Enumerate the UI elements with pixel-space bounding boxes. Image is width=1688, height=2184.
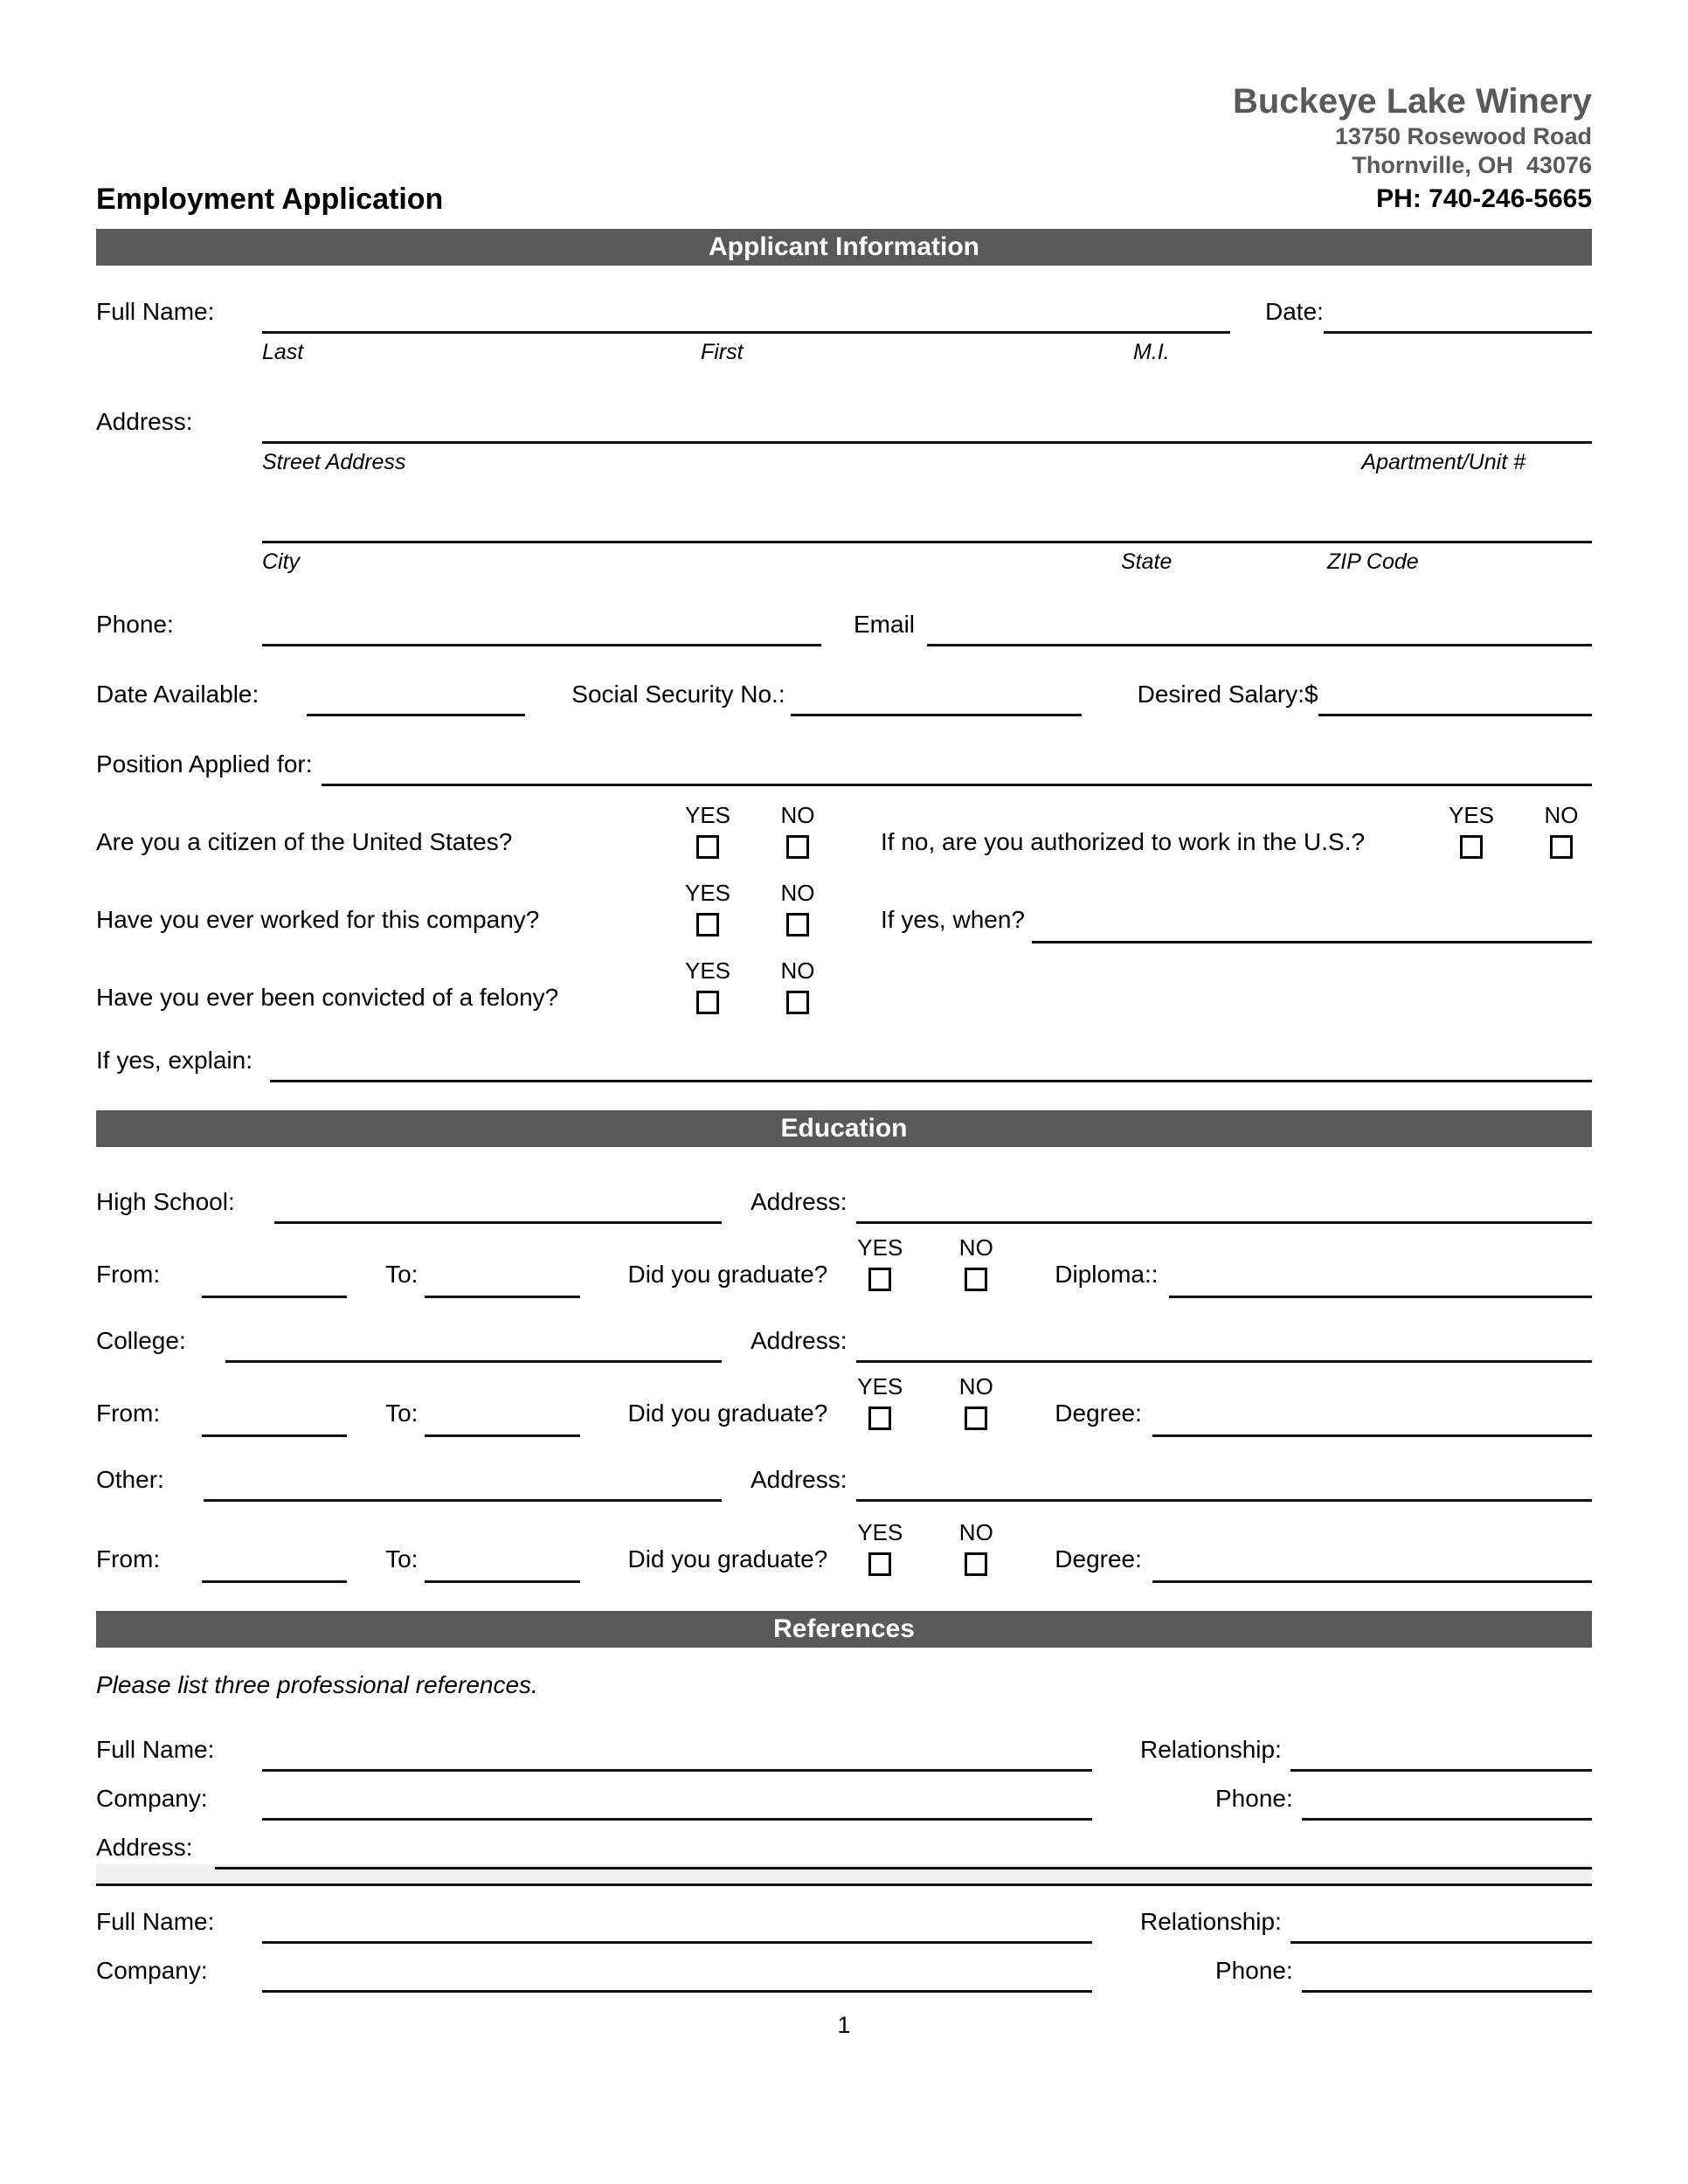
company-name: Buckeye Lake Winery: [1233, 82, 1592, 121]
position-label: Position Applied for:: [96, 750, 313, 778]
authorized-yes-column: [1441, 802, 1502, 859]
if-yes-when-label: If yes, when?: [881, 906, 1025, 933]
full-name-label: Full Name:: [96, 1908, 215, 1935]
ref1-relationship-line[interactable]: [1290, 1745, 1592, 1772]
hs-graduate-no-checkbox[interactable]: [965, 1268, 987, 1291]
relationship-label: Relationship:: [1140, 1908, 1282, 1935]
address-row: [96, 407, 1592, 437]
other-dates-row: [96, 1519, 1592, 1576]
ref2-company-line[interactable]: [262, 1966, 1092, 1993]
full-name-line[interactable]: [262, 308, 1230, 334]
city-sublabel: City: [262, 549, 301, 574]
worked-when-line[interactable]: [1032, 917, 1592, 943]
company-address-line2: Thornville, OH 43076: [1352, 152, 1592, 178]
worked-before-yes-column: [677, 880, 738, 936]
section-banner-references: References: [96, 1611, 1592, 1648]
name-sublabels-row: [96, 339, 1592, 365]
date-line[interactable]: [1324, 308, 1592, 334]
ssn-label: Social Security No.:: [571, 681, 785, 708]
page-number: 1: [837, 2012, 851, 2038]
phone-label: Phone:: [1215, 1785, 1293, 1812]
other-from-line[interactable]: [202, 1557, 347, 1583]
authorized-yes-checkbox[interactable]: [1460, 835, 1483, 859]
college-degree-line[interactable]: [1152, 1411, 1592, 1437]
felony-question-row: [96, 957, 1592, 1014]
company-label: Company:: [96, 1957, 208, 1984]
citizen-yes-column: [677, 802, 738, 859]
high-school-address-line[interactable]: [856, 1198, 1593, 1224]
other-graduate-no-checkbox[interactable]: [965, 1552, 987, 1576]
hs-diploma-line[interactable]: [1169, 1272, 1592, 1298]
citizen-question-row: [96, 802, 1592, 859]
section-banner-education: Education: [96, 1110, 1592, 1147]
hs-graduate-yes-column: [849, 1234, 910, 1291]
worked-before-question-row: [96, 880, 1592, 936]
to-label: To:: [385, 1261, 419, 1288]
no-header: NO: [958, 1373, 993, 1400]
reference2-name-row: [96, 1907, 1592, 1937]
form-title: Employment Application: [96, 183, 444, 216]
desired-salary-line[interactable]: [1318, 690, 1592, 716]
worked-before-no-column: [767, 880, 828, 936]
college-graduate-yes-column: [849, 1373, 910, 1430]
college-from-line[interactable]: [202, 1411, 347, 1437]
authorized-no-column: [1531, 802, 1592, 859]
street-address-sublabel: Street Address: [262, 450, 406, 474]
zip-code-sublabel: ZIP Code: [1327, 549, 1419, 574]
no-header: NO: [780, 880, 815, 906]
yes-header: YES: [857, 1234, 903, 1261]
yes-header: YES: [684, 880, 731, 906]
did-you-graduate-label: Did you graduate?: [627, 1261, 828, 1288]
from-label: From:: [96, 1400, 161, 1427]
state-sublabel: State: [1121, 549, 1173, 574]
city-sublabels-row: [96, 549, 1592, 575]
desired-salary-label: Desired Salary:$: [1137, 681, 1318, 708]
hs-graduate-no-column: [945, 1234, 1007, 1291]
diploma-label: Diploma::: [1055, 1261, 1159, 1288]
page-header: [96, 80, 1592, 217]
worked-before-question-label: Have you ever worked for this company?: [96, 906, 540, 933]
ref2-phone-line[interactable]: [1302, 1966, 1592, 1993]
references-note: Please list three professional references.: [96, 1671, 538, 1698]
ref1-name-line[interactable]: [262, 1745, 1092, 1772]
citizen-no-checkbox[interactable]: [786, 835, 809, 859]
other-degree-line[interactable]: [1152, 1557, 1592, 1583]
worked-before-yes-checkbox[interactable]: [696, 913, 719, 936]
position-line[interactable]: [322, 760, 1593, 786]
hs-from-line[interactable]: [202, 1272, 347, 1298]
felony-yes-checkbox[interactable]: [696, 991, 719, 1014]
if-yes-explain-label: If yes, explain:: [96, 1047, 253, 1074]
ref1-address-line1[interactable]: [215, 1843, 1593, 1870]
address-label: Address:: [96, 1834, 193, 1861]
date-available-label: Date Available:: [96, 681, 259, 708]
college-graduate-no-checkbox[interactable]: [965, 1406, 987, 1430]
no-header: NO: [958, 1519, 993, 1545]
college-address-label: Address:: [751, 1327, 847, 1354]
reference1-name-row: [96, 1735, 1592, 1765]
college-name-line[interactable]: [225, 1337, 722, 1363]
felony-no-checkbox[interactable]: [786, 991, 809, 1014]
no-header: NO: [780, 957, 815, 984]
other-name-line[interactable]: [204, 1476, 722, 1502]
ref2-relationship-line[interactable]: [1290, 1918, 1592, 1944]
email-label: Email: [854, 611, 916, 638]
citizen-question-label: Are you a citizen of the United States?: [96, 828, 513, 855]
no-header: NO: [1544, 802, 1579, 828]
from-label: From:: [96, 1261, 161, 1288]
other-name-group: [96, 1465, 722, 1495]
yes-header: YES: [857, 1373, 903, 1400]
high-school-name-group: [96, 1187, 722, 1217]
full-name-label: Full Name:: [96, 298, 215, 325]
authorized-question-label: If no, are you authorized to work in the U.S.?: [881, 828, 1366, 855]
ssn-line[interactable]: [791, 690, 1082, 716]
felony-question-label: Have you ever been convicted of a felony?: [96, 984, 559, 1011]
last-sublabel: Last: [262, 340, 304, 364]
city-state-zip-line[interactable]: [262, 517, 1592, 543]
high-school-name-line[interactable]: [274, 1198, 722, 1224]
availability-row: [96, 680, 1592, 709]
high-school-label: High School:: [96, 1188, 235, 1215]
college-graduate-no-column: [945, 1373, 1007, 1430]
mi-sublabel: M.I.: [1133, 340, 1170, 364]
address-label: Address:: [96, 408, 193, 435]
other-to-line[interactable]: [425, 1557, 580, 1583]
ref1-phone-line[interactable]: [1302, 1794, 1592, 1821]
felony-yes-column: [677, 957, 738, 1014]
company-label: Company:: [96, 1785, 208, 1812]
yes-header: YES: [684, 802, 731, 828]
full-name-label: Full Name:: [96, 1736, 215, 1763]
felony-no-column: [767, 957, 828, 1014]
high-school-address-label: Address:: [751, 1188, 847, 1215]
other-school-row: [96, 1465, 1592, 1495]
college-dates-row: [96, 1373, 1592, 1430]
no-header: NO: [780, 802, 815, 828]
felony-explain-line[interactable]: [270, 1056, 1592, 1082]
other-label: Other:: [96, 1466, 164, 1493]
position-row: [96, 750, 1592, 779]
street-sublabels-row: [96, 449, 1592, 475]
company-phone: PH: 740-246-5665: [1376, 184, 1592, 213]
to-label: To:: [385, 1545, 419, 1572]
company-address-line1: 13750 Rosewood Road: [1334, 123, 1592, 149]
high-school-dates-row: [96, 1234, 1592, 1291]
hs-graduate-yes-checkbox[interactable]: [868, 1268, 891, 1291]
street-address-line[interactable]: [262, 418, 1592, 444]
first-sublabel: First: [701, 340, 744, 364]
yes-header: YES: [684, 957, 731, 984]
yes-header: YES: [1448, 802, 1495, 828]
ref2-name-line[interactable]: [262, 1918, 1092, 1944]
phone-label: Phone:: [1215, 1957, 1293, 1984]
date-available-line[interactable]: [307, 690, 525, 716]
other-graduate-no-column: [945, 1519, 1007, 1576]
high-school-row: [96, 1187, 1592, 1217]
college-label: College:: [96, 1327, 186, 1354]
authorized-no-checkbox[interactable]: [1550, 835, 1573, 859]
citizen-no-column: [767, 802, 828, 859]
college-address-line[interactable]: [856, 1337, 1593, 1363]
other-graduate-yes-checkbox[interactable]: [868, 1552, 891, 1576]
did-you-graduate-label: Did you graduate?: [627, 1400, 828, 1427]
degree-label: Degree:: [1055, 1545, 1142, 1572]
full-name-date-row: [96, 297, 1592, 327]
other-graduate-yes-column: [849, 1519, 910, 1576]
yes-header: YES: [857, 1519, 903, 1545]
to-label: To:: [385, 1400, 419, 1427]
ref1-company-line[interactable]: [262, 1794, 1092, 1821]
date-label: Date:: [1265, 298, 1324, 325]
reference2-company-row: [96, 1956, 1592, 1986]
college-name-group: [96, 1326, 722, 1356]
college-to-line[interactable]: [425, 1411, 580, 1437]
worked-before-no-checkbox[interactable]: [786, 913, 809, 936]
college-row: [96, 1326, 1592, 1356]
no-header: NO: [958, 1234, 993, 1261]
city-state-zip-row: [96, 510, 1592, 536]
college-graduate-yes-checkbox[interactable]: [868, 1406, 891, 1430]
apartment-unit-sublabel: Apartment/Unit #: [1361, 450, 1525, 474]
did-you-graduate-label: Did you graduate?: [627, 1545, 828, 1572]
reference1-address-row: [96, 1833, 1592, 1863]
email-line[interactable]: [927, 620, 1592, 646]
from-label: From:: [96, 1545, 161, 1572]
relationship-label: Relationship:: [1140, 1736, 1282, 1763]
phone-label: Phone:: [96, 611, 174, 638]
reference1-company-row: [96, 1784, 1592, 1814]
felony-explain-row: [96, 1046, 1592, 1075]
hs-to-line[interactable]: [425, 1272, 580, 1298]
phone-email-row: [96, 610, 1592, 639]
degree-label: Degree:: [1055, 1400, 1142, 1427]
citizen-yes-checkbox[interactable]: [696, 835, 719, 859]
section-banner-applicant-information: Applicant Information: [96, 229, 1592, 266]
other-address-line[interactable]: [856, 1476, 1593, 1502]
phone-line[interactable]: [262, 620, 821, 646]
other-address-label: Address:: [751, 1466, 847, 1493]
